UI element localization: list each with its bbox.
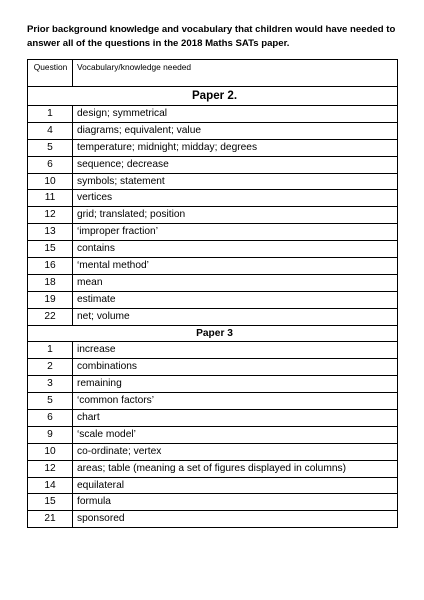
table-row — [28, 460, 398, 477]
table-row — [28, 511, 398, 528]
question-column-header: Question — [28, 60, 73, 87]
question-number: 2 — [28, 359, 73, 376]
table-row — [28, 426, 398, 443]
vocabulary-cell: increase — [73, 342, 398, 359]
question-number: 9 — [28, 426, 73, 443]
vocabulary-cell: remaining — [73, 376, 398, 393]
table-row — [28, 224, 398, 241]
section-header-row — [28, 325, 398, 342]
table-row — [28, 308, 398, 325]
question-number: 16 — [28, 258, 73, 275]
question-number: 5 — [28, 139, 73, 156]
question-number: 3 — [28, 376, 73, 393]
table-row — [28, 443, 398, 460]
vocabulary-cell: ‘scale model’ — [73, 426, 398, 443]
table-header-row — [28, 60, 398, 87]
table-row — [28, 106, 398, 123]
vocabulary-cell: grid; translated; position — [73, 207, 398, 224]
vocabulary-cell: estimate — [73, 291, 398, 308]
vocabulary-cell: net; volume — [73, 308, 398, 325]
vocabulary-cell: sequence; decrease — [73, 156, 398, 173]
question-number: 12 — [28, 460, 73, 477]
vocabulary-cell: equilateral — [73, 477, 398, 494]
question-number: 15 — [28, 241, 73, 258]
question-number: 6 — [28, 156, 73, 173]
question-number: 10 — [28, 173, 73, 190]
vocabulary-cell: combinations — [73, 359, 398, 376]
question-number: 19 — [28, 291, 73, 308]
table-row — [28, 393, 398, 410]
question-number: 14 — [28, 477, 73, 494]
vocabulary-cell: ‘common factors’ — [73, 393, 398, 410]
table-row — [28, 241, 398, 258]
vocabulary-table-body — [28, 60, 398, 528]
table-row — [28, 376, 398, 393]
table-row — [28, 274, 398, 291]
vocabulary-cell: chart — [73, 410, 398, 427]
vocabulary-column-header: Vocabulary/knowledge needed — [73, 60, 398, 87]
vocabulary-cell: design; symmetrical — [73, 106, 398, 123]
question-number: 18 — [28, 274, 73, 291]
question-number: 13 — [28, 224, 73, 241]
question-number: 11 — [28, 190, 73, 207]
question-number: 6 — [28, 410, 73, 427]
section-header-row — [28, 87, 398, 106]
vocabulary-cell: mean — [73, 274, 398, 291]
question-number: 12 — [28, 207, 73, 224]
vocabulary-table — [27, 59, 398, 528]
table-row — [28, 494, 398, 511]
question-number: 21 — [28, 511, 73, 528]
question-number: 5 — [28, 393, 73, 410]
vocabulary-cell: areas; table (meaning a set of figures displayed in columns) — [73, 460, 398, 477]
table-row — [28, 207, 398, 224]
vocabulary-cell: ‘improper fraction’ — [73, 224, 398, 241]
table-row — [28, 139, 398, 156]
intro-text: Prior background knowledge and vocabulary that children would have needed to answer all of the questions in the 2018 Maths SATs paper. — [27, 24, 396, 49]
table-row — [28, 190, 398, 207]
table-row — [28, 156, 398, 173]
table-row — [28, 291, 398, 308]
vocabulary-cell: sponsored — [73, 511, 398, 528]
vocabulary-cell: co-ordinate; vertex — [73, 443, 398, 460]
table-row — [28, 258, 398, 275]
table-row — [28, 122, 398, 139]
table-row — [28, 173, 398, 190]
question-number: 4 — [28, 122, 73, 139]
table-row — [28, 342, 398, 359]
vocabulary-cell: formula — [73, 494, 398, 511]
vocabulary-cell: temperature; midnight; midday; degrees — [73, 139, 398, 156]
question-number: 1 — [28, 342, 73, 359]
table-row — [28, 410, 398, 427]
vocabulary-cell: symbols; statement — [73, 173, 398, 190]
vocabulary-cell: contains — [73, 241, 398, 258]
vocabulary-cell: diagrams; equivalent; value — [73, 122, 398, 139]
question-number: 15 — [28, 494, 73, 511]
vocabulary-cell: vertices — [73, 190, 398, 207]
section-title: Paper 2. — [28, 87, 398, 106]
table-row — [28, 359, 398, 376]
table-row — [28, 477, 398, 494]
section-title: Paper 3 — [28, 325, 398, 342]
question-number: 1 — [28, 106, 73, 123]
vocabulary-cell: ‘mental method’ — [73, 258, 398, 275]
question-number: 10 — [28, 443, 73, 460]
question-number: 22 — [28, 308, 73, 325]
